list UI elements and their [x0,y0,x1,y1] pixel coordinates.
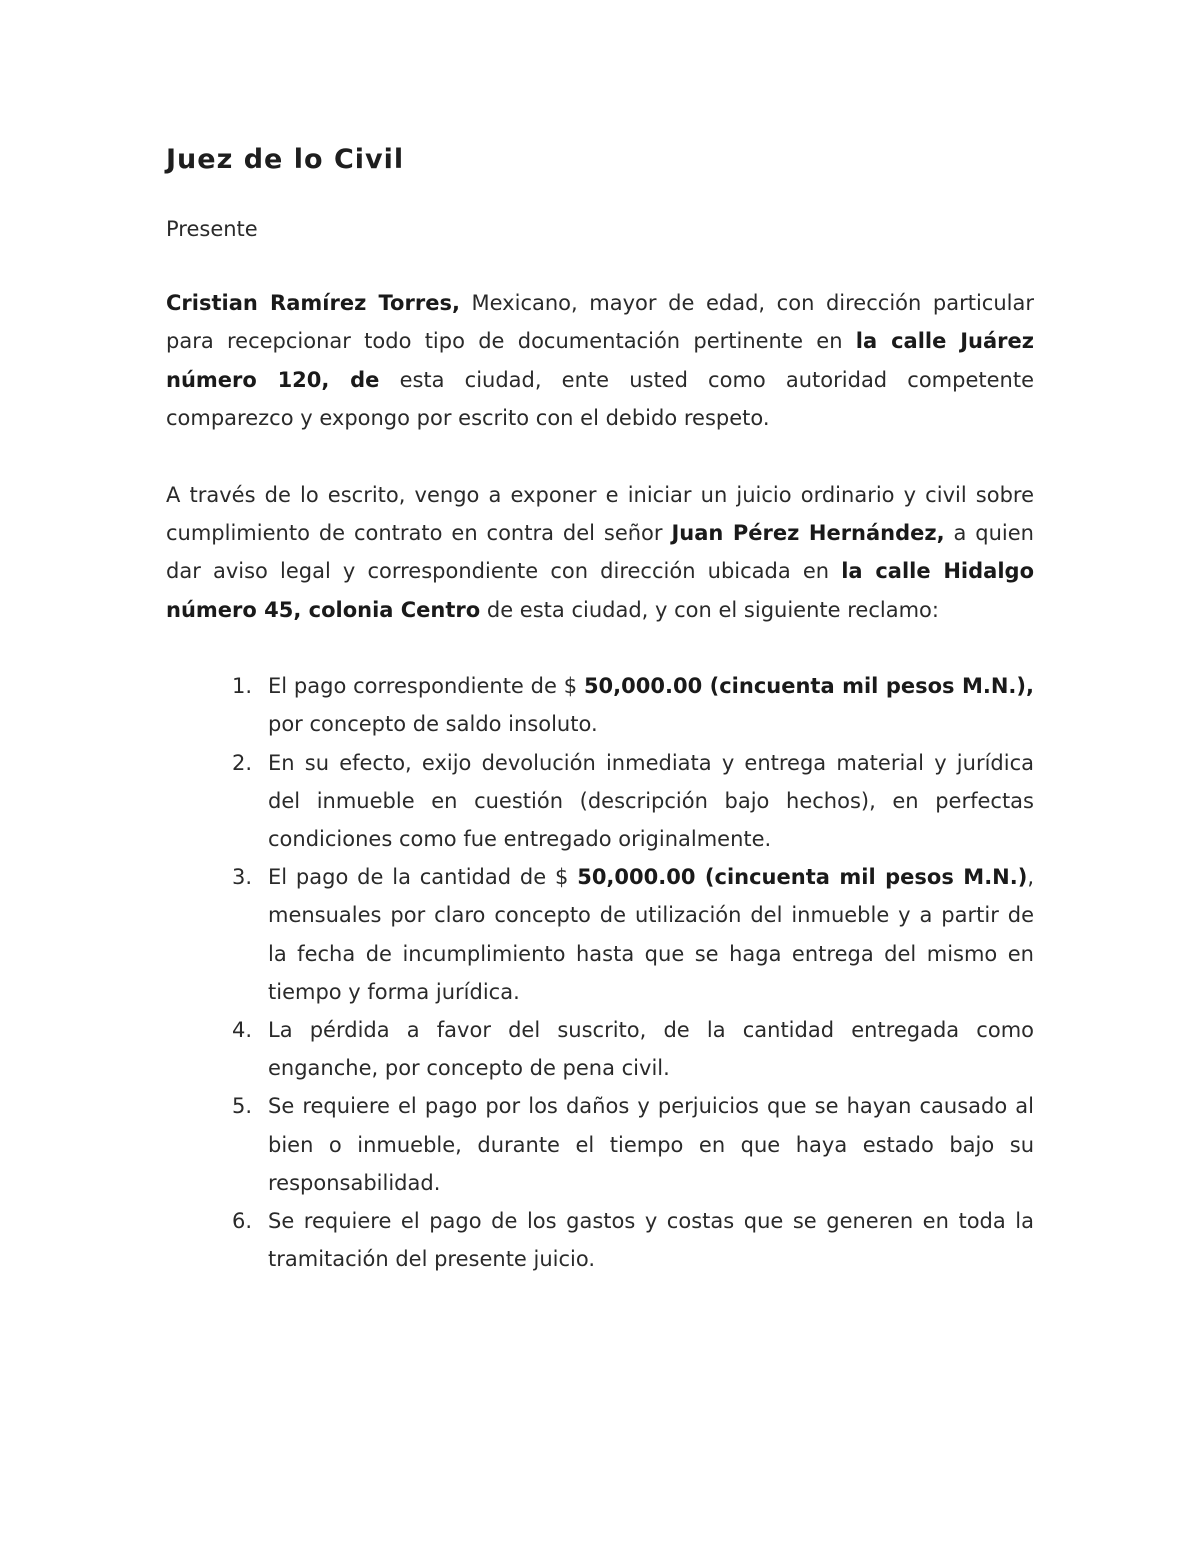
claim-text-1: A través de lo escrito, vengo a exponer e iniciar un juicio ordinario y civil sobre cumplimiento de contrato en contra del señor [166,482,1034,546]
document-page [166,140,1034,1279]
list-item [166,858,1034,1011]
defendant-name: Juan Pérez Hernández, [671,521,945,546]
list-item-text: El pago correspondiente de $ [268,674,584,699]
list-item-number: 1. [232,674,253,699]
list-item [166,1087,1034,1202]
list-item-amount: 50,000.00 (cincuenta mil pesos M.N.), [583,674,1034,699]
list-item-text: La pérdida a favor del suscrito, de la cantidad entregada como enganche, por concepto de pena civil. [268,1018,1034,1081]
list-item-number: 2. [232,750,253,775]
list-item-number: 3. [232,865,253,890]
defendant-address: la calle Hidalgo número 45, colonia Centro [166,559,1034,622]
claim-paragraph [166,476,1034,630]
list-item-text: El pago de la cantidad de $ [268,865,578,890]
plaintiff-name: Cristian Ramírez Torres, [166,291,460,315]
intro-text-1: Mexicano, mayor de edad, con dirección particular para recepcionar todo tipo de documentación pertinente en [166,291,1034,354]
intro-paragraph [166,284,1034,438]
list-item-text: , mensuales por claro concepto de utilización del inmueble y a partir de la fecha de incumplimiento hasta que se haga entrega del mismo en tiempo y forma jurídica. [268,865,1035,1004]
intro-text-2: esta ciudad, ente usted como autoridad competente comparezco y expongo por escrito con el debido respeto. [166,367,1034,431]
salutation: Presente [166,217,258,241]
list-item-text: Se requiere el pago de los gastos y costas que se generen en toda la tramitación del presente juicio. [268,1209,1034,1272]
list-item [166,744,1034,859]
list-item-text: En su efecto, exijo devolución inmediata y entrega material y jurídica del inmueble en cuestión (descripción bajo hechos), en perfectas condiciones como fue entregado originalmente. [268,750,1034,852]
list-item-amount: 50,000.00 (cincuenta mil pesos M.N.) [577,865,1028,890]
list-item-number: 4. [232,1018,253,1043]
list-item [166,667,1034,743]
list-item-number: 6. [232,1209,253,1234]
claim-text-3: de esta ciudad, y con el siguiente reclamo: [480,597,939,622]
claim-text-2: a quien dar aviso legal y correspondiente con dirección ubicada en [166,521,1034,584]
claims-list [166,667,1034,1278]
list-item-text: por concepto de saldo insoluto. [268,712,598,737]
list-item [166,1011,1034,1087]
plaintiff-address: la calle Juárez número 120, de [166,329,1034,392]
document-title: Juez de lo Civil [166,144,405,175]
list-item [166,1202,1034,1278]
list-item-number: 5. [232,1094,253,1119]
list-item-text: Se requiere el pago por los daños y perjuicios que se hayan causado al bien o inmueble, durante el tiempo en que haya estado bajo su responsabilidad. [268,1094,1034,1195]
